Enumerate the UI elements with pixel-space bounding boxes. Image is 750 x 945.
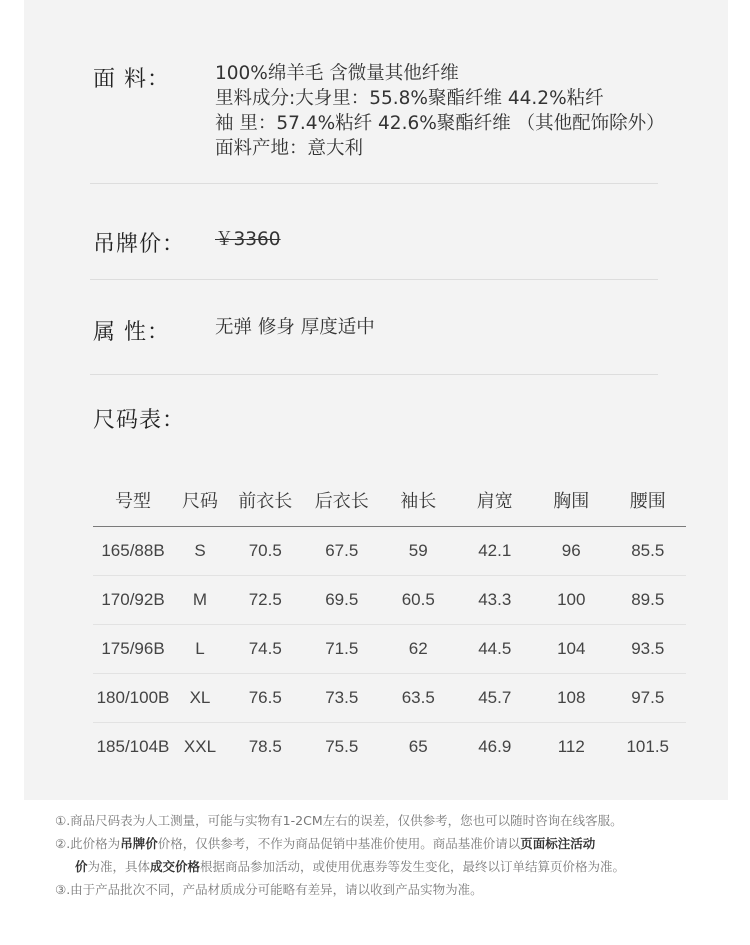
table-row [93, 673, 686, 722]
material-line-4: 面料产地：意大利 [215, 138, 364, 159]
table-row [93, 575, 686, 624]
note-2-text: ②.此价格为 [55, 836, 121, 851]
cell-back-length: 73.5 [304, 673, 381, 722]
divider [90, 374, 658, 375]
cell-size: XL [173, 673, 227, 722]
cell-model: 180/100B [93, 673, 173, 722]
size-table-header [93, 474, 686, 526]
note-2-text: 价格，仅供参考，不作为商品促销中基准价使用。商品基准价请以 [157, 836, 521, 851]
header-sleeve-length: 袖长 [380, 474, 457, 526]
header-shoulder-width: 肩宽 [457, 474, 534, 526]
cell-front-length: 78.5 [248, 736, 282, 756]
cell-waist: 93.5 [610, 624, 687, 673]
cell-back-length: 67.5 [304, 526, 381, 575]
cell-waist: 97.5 [610, 673, 687, 722]
cell-back-length: 75.5 [325, 736, 359, 756]
size-chart-label: 尺码表： [93, 408, 186, 433]
cell-size: XXL [183, 736, 217, 756]
note-2-emphasis: 吊牌价 [120, 836, 158, 851]
header-chest: 胸围 [533, 474, 610, 526]
cell-sleeve-length: 63.5 [380, 673, 457, 722]
cell-model: 175/96B [93, 624, 173, 673]
material-label: 面 料： [93, 67, 170, 92]
divider [90, 279, 658, 280]
cell-sleeve-length: 60.5 [380, 575, 457, 624]
header-model: 号型 [93, 474, 173, 526]
cell-shoulder-width: 44.5 [457, 624, 534, 673]
cell-chest: 100 [533, 575, 610, 624]
cell-chest: 112 [557, 736, 585, 756]
table-row [93, 722, 686, 771]
cell-shoulder-width: 42.1 [457, 526, 534, 575]
note-1: ①.商品尺码表为人工测量，可能与实物有1-2CM左右的误差，仅供参考，您也可以随时咨询在线客服。 [55, 813, 623, 828]
attributes-label: 属 性： [93, 320, 170, 345]
cell-front-length: 70.5 [227, 526, 304, 575]
price-label: 吊牌价： [93, 232, 186, 257]
note-3: ③.由于产品批次不同，产品材质成分可能略有差异，请以收到产品实物为准。 [55, 882, 483, 897]
note-2-emphasis: 价 [75, 859, 88, 874]
cell-back-length: 69.5 [304, 575, 381, 624]
cell-waist: 89.5 [610, 575, 687, 624]
note-2-emphasis: 页面标注活动 [520, 836, 596, 851]
cell-front-length: 72.5 [227, 575, 304, 624]
cell-model: 185/104B [96, 736, 170, 756]
note-2-text: 根据商品参加活动，或使用优惠券等发生变化，最终以订单结算页价格为准。 [200, 859, 626, 874]
cell-model: 165/88B [93, 526, 173, 575]
note-2-text: 为准，具体 [87, 859, 151, 874]
cell-sleeve-length: 62 [380, 624, 457, 673]
cell-shoulder-width: 46.9 [478, 736, 512, 756]
cell-shoulder-width: 43.3 [457, 575, 534, 624]
material-line-3: 袖 里：57.4%粘纤 42.6%聚酯纤维 （其他配饰除外） [215, 113, 665, 134]
cell-waist: 85.5 [610, 526, 687, 575]
header-size: 尺码 [173, 474, 227, 526]
cell-back-length: 71.5 [304, 624, 381, 673]
table-row [93, 526, 686, 575]
table-row [93, 624, 686, 673]
material-line-2: 里料成分:大身里：55.8%聚酯纤维 44.2%粘纤 [215, 88, 604, 109]
note-2-emphasis: 成交价格 [150, 859, 201, 874]
attributes-value: 无弹 修身 厚度适中 [215, 317, 375, 338]
cell-sleeve-length: 59 [380, 526, 457, 575]
cell-chest: 108 [533, 673, 610, 722]
tag-price: ￥3360 [215, 229, 281, 250]
material-line-1: 100%绵羊毛 含微量其他纤维 [215, 63, 459, 84]
header-waist: 腰围 [610, 474, 687, 526]
cell-size: L [173, 624, 227, 673]
divider [90, 183, 658, 184]
cell-sleeve-length: 65 [408, 736, 428, 756]
cell-front-length: 76.5 [227, 673, 304, 722]
cell-model: 170/92B [93, 575, 173, 624]
size-table [93, 474, 686, 771]
header-front-length: 前衣长 [227, 474, 304, 526]
cell-chest: 96 [533, 526, 610, 575]
cell-size: M [173, 575, 227, 624]
cell-shoulder-width: 45.7 [457, 673, 534, 722]
cell-size: S [173, 526, 227, 575]
note-2-continued [55, 855, 735, 878]
footnotes [55, 809, 735, 901]
cell-chest: 104 [533, 624, 610, 673]
note-2 [55, 832, 735, 855]
cell-front-length: 74.5 [227, 624, 304, 673]
cell-waist: 101.5 [626, 736, 670, 756]
header-back-length: 后衣长 [304, 474, 381, 526]
